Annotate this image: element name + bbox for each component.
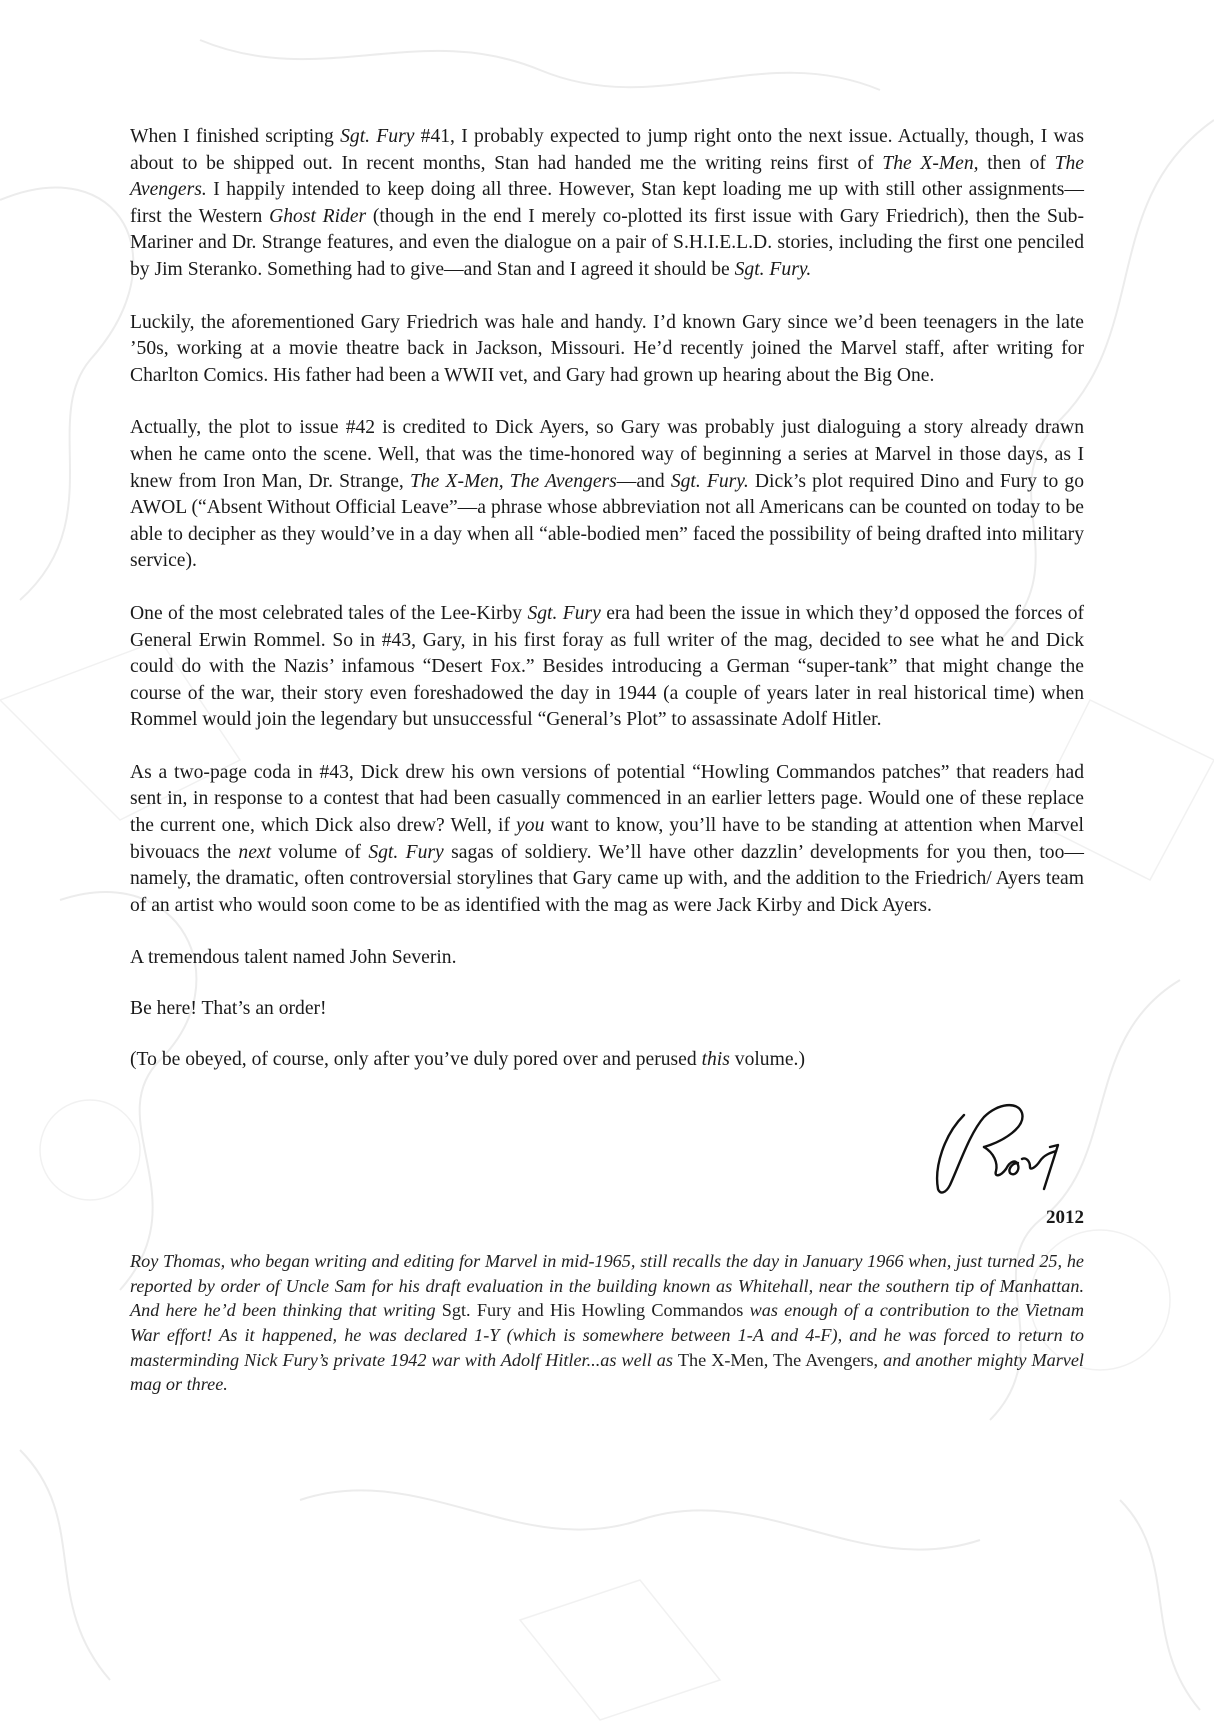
paragraph-text: One of the most celebrated tales of the Lee-Kirby [130,602,528,624]
paragraph-text: When I finished scripting [130,126,341,147]
handwritten-signature-icon [926,1097,1076,1197]
paragraph [130,996,1084,1023]
paragraph [130,124,1084,284]
italic-title-text: Sgt. Fury. [734,258,812,280]
signature-block [130,1097,1084,1207]
italic-title-text: next [238,841,272,863]
paragraph-text: Dick’s plot required Dino and Fury to go AWOL (“Absent Without Official Leave”—a phrase whose abbreviation not all Americans can be counted on today to be able to decipher as they would’ve in a day when all “able-bodied men” faced the possibility of being drafted into military service). [130,470,1084,572]
paragraph-text: Luckily, the aforementioned Gary Friedrich was hale and handy. I’d known Gary since we’d been teenagers in the late ’50s, working at a movie theatre back in Jackson, Missouri. He’d recently joined the Marvel staff, after writing for Charlton Comics. His father had been a WWII vet, and Gary had grown up hearing about the Big One. [130,311,1084,386]
paragraph-text: (To be obeyed, of course, only after you’ve duly pored over and perused [130,1048,702,1070]
paragraph-text: volume of [271,841,369,863]
author-bio [130,1249,1084,1397]
italic-title-text: The X-Men, [882,152,979,174]
paragraph-text: —and [616,470,671,492]
paragraph-text: then of [978,152,1055,174]
paragraph-text: Actually, the plot to issue #42 is credited to Dick Ayers, so Gary was probably just dialoguing a story already drawn when he came onto the scene. Well, that was the time-honored way of beginning a series at Marvel in those days, as I knew from Iron Man, Dr. Strange, [130,417,1084,492]
italic-title-text: this [701,1048,730,1070]
paragraph-text: (though in the end I merely co-plotted its first issue with Gary Friedrich), then the Sub-Mariner and Dr. Strange features, and even the dialogue on a pair of S.H.I.E.L.D. stories, including the first one penciled by Jim Steranko. Something had to give—and Stan and I agreed it should be [130,205,1084,280]
paragraph-text: sagas of soldiery. We’ll have other dazzlin’ developments for you then, too—namely, the dramatic, often controversial storylines that Gary came up with, and the addition to the Friedrich/ Ayers team of an artist who would soon come to be as identified with the mag as were Jack Kirby and Dick Ayers. [130,841,1084,916]
year-label: 2012 [1046,1207,1084,1229]
body-text [130,124,1084,1073]
paragraph-text: era had been the issue in which they’d opposed the forces of General Erwin Rommel. So in #43, Gary, in his first foray as full writer of the mag, decided to see what he and Dick could do with the Nazis’ infamous “Desert Fox.” Besides introducing a German “super-tank” that might change the course of the war, their story even foreshadowed the day in 1944 (a couple of years later in real historical time) when Rommel would join the legendary but unsuccessful “General’s Plot” to assassinate Adolf Hitler. [130,602,1085,731]
paragraph-text: want to know, you’ll have to be standing at attention when Marvel bivouacs the [130,815,1084,863]
italic-title-text: The Avengers. [130,152,1084,201]
bio-title-text: Sgt. Fury and His Howling Commandos [441,1300,744,1321]
paragraph-text: #41, I probably expected to jump right onto the next issue. Actually, though, I was about to be shipped out. In recent months, Stan had handed me the writing reins first of [130,126,1084,174]
italic-title-text: Sgt. Fury [340,126,415,147]
paragraph [130,310,1084,390]
paragraph-text: I happily intended to keep doing all three. However, Stan kept loading me up with still other assignments—first the Western [130,179,1084,227]
paragraph-text: volume.) [729,1048,805,1070]
bio-text: and another mighty Marvel mag or three. [130,1349,1084,1395]
paragraph [130,415,1084,575]
italic-title-text: The X-Men, The Avengers [409,470,617,492]
italic-title-text: Sgt. Fury [368,841,444,863]
paragraph-text: A tremendous talent named John Severin. [130,947,457,969]
paragraph [130,945,1084,972]
page-content [130,124,1084,1397]
italic-title-text: Sgt. Fury. [670,470,749,492]
paragraph-text: As a two-page coda in #43, Dick drew his own versions of potential “Howling Commandos patches” that readers had sent in, in response to a contest that had been casually commenced in an earlier letters page. Would one of these replace the current one, which Dick also drew? Well, if [130,761,1084,837]
paragraph [130,1047,1084,1074]
paragraph-text: Be here! That’s an order! [130,998,327,1020]
bio-title-text: The X-Men, The Avengers, [677,1349,879,1370]
paragraph [130,760,1084,920]
italic-title-text: you [516,815,545,837]
italic-title-text: Ghost Rider [269,205,367,227]
paragraph [130,601,1084,734]
italic-title-text: Sgt. Fury [527,602,601,624]
bio-text: Roy Thomas, who began writing and editing for Marvel in mid-1965, still recalls the day in January 1966 when, just turned 25, he reported by order of Uncle Sam for his draft evaluation in the building known as Whitehall, near the southern tip of Manhattan. And here he’d been thinking that writing [130,1251,1084,1321]
bio-text: was enough of a contribution to the Vietnam War effort! As it happened, he was declared 1-Y (which is somewhere between 1-A and 4-F), and he was forced to return to masterminding Nick Fury’s private 1942 war with Adolf Hitler...as well as [130,1300,1084,1370]
